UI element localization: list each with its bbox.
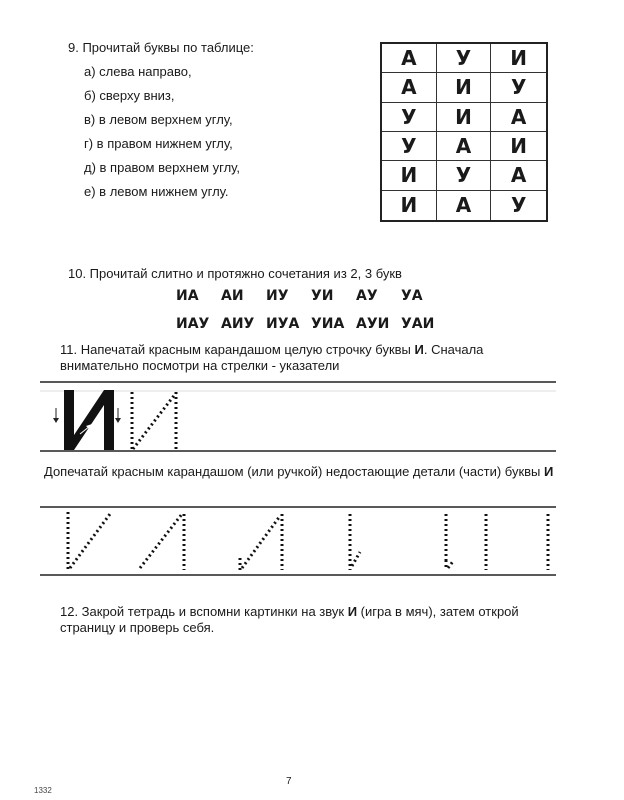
- task9-item-c: в) в левом верхнем углу,: [84, 112, 233, 127]
- combo: АИ: [221, 288, 244, 304]
- table-cell: А: [437, 132, 492, 161]
- task11b-letter: И: [544, 464, 554, 479]
- task9-item-d: г) в правом нижнем углу,: [84, 136, 233, 151]
- combo: УАИ: [401, 316, 435, 332]
- combo: УИ: [311, 288, 334, 304]
- combo: УА: [401, 288, 423, 304]
- task11-completion-instruction: [44, 464, 560, 480]
- table-cell: А: [491, 161, 546, 190]
- table-cell: У: [437, 44, 492, 73]
- dotted-letter-parts: [68, 512, 548, 570]
- combo: ИУ: [266, 288, 289, 304]
- combo: АУИ: [356, 316, 390, 332]
- task12-letter: И: [347, 604, 358, 619]
- combo: АИУ: [221, 316, 255, 332]
- table-cell: И: [491, 132, 546, 161]
- task12-text-end: (игра в мяч), затем открой страницу и проверь себя.: [60, 604, 519, 635]
- combo: ИУА: [266, 316, 300, 332]
- combo: АУ: [356, 288, 378, 304]
- task11-text-end: . Сначала внимательно посмотри на стрелки - указатели: [60, 342, 484, 373]
- task11-text-start: 11. Напечатай красным карандашом целую строчку буквы: [60, 342, 415, 357]
- task9-item-b: б) сверху вниз,: [84, 88, 175, 103]
- task10-title: 10. Прочитай слитно и протяжно сочетания из 2, 3 букв: [68, 266, 402, 281]
- task9-item-a: а) слева направо,: [84, 64, 192, 79]
- task9-item-e: д) в правом верхнем углу,: [84, 160, 240, 175]
- dotted-letter-i: [132, 392, 176, 450]
- combo: ИАУ: [176, 316, 210, 332]
- task12-instruction: [60, 604, 560, 636]
- combo: ИА: [176, 288, 199, 304]
- print-code: 1332: [34, 786, 52, 795]
- table-cell: И: [491, 44, 546, 73]
- table-cell: А: [437, 191, 492, 220]
- table-cell: И: [437, 103, 492, 132]
- model-letter-i: [53, 390, 121, 450]
- combo: УИА: [311, 316, 345, 332]
- table-cell: У: [437, 161, 492, 190]
- task11b-text: Допечатай красным карандашом (или ручкой) недостающие детали (части) буквы: [44, 464, 545, 479]
- table-cell: И: [382, 161, 437, 190]
- table-cell: У: [491, 73, 546, 102]
- table-cell: У: [382, 132, 437, 161]
- table-cell: У: [510, 193, 527, 218]
- table-cell: И: [437, 73, 492, 102]
- table-cell: И: [382, 191, 437, 220]
- table-cell: У: [382, 103, 437, 132]
- table-cell: А: [382, 73, 437, 102]
- table-cell: А: [491, 103, 546, 132]
- task12-text-start: 12. Закрой тетрадь и вспомни картинки на звук: [60, 604, 348, 619]
- task9-title: 9. Прочитай буквы по таблице:: [68, 40, 254, 55]
- task11-letter: И: [414, 342, 424, 357]
- task9-item-f: е) в левом нижнем углу.: [84, 184, 229, 199]
- page-number: 7: [286, 776, 292, 787]
- table-cell: А: [382, 44, 437, 73]
